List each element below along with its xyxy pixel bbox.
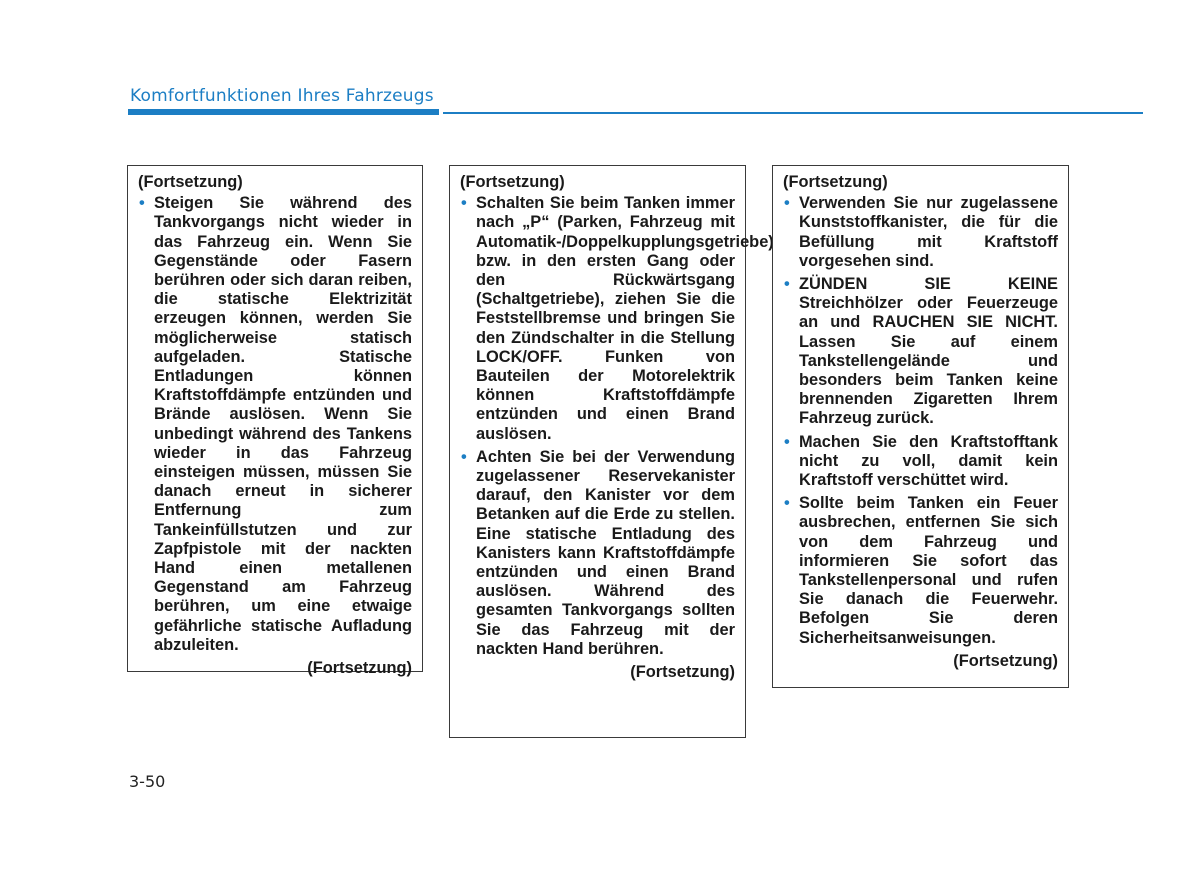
bullet-list xyxy=(460,194,774,659)
bullet-icon: • xyxy=(461,447,467,466)
continuation-footer: (Fortsetzung) xyxy=(630,663,735,682)
list-item xyxy=(460,194,774,444)
bullet-icon: • xyxy=(784,194,790,213)
list-item-text: Achten Sie bei der Verwendung zugelassener Reservekanister darauf, den Kanister vor dem Betanken auf die Erde zu stellen. Eine statische Entladung des Kanisters kann Kraftstoffdämpfe entzünden und einen Brand auslösen. Während des gesamten Tankvorgangs sollten Sie das Fahrzeug mit der nackten Hand berühren. xyxy=(476,447,735,658)
list-item-text: Steigen Sie während des Tankvorgangs nicht wieder in das Fahrzeug ein. Wenn Sie Gegenstände oder Fasern berühren oder sich daran reiben, die statische Elektrizität erzeugen können, werden Sie möglicherweise statisch aufgeladen. Statische Entladungen können Kraftstoffdämpfe entzünden und Brände auslösen. Wenn Sie unbedingt während des Tankens wieder in das Fahrzeug einsteigen müssen, müssen Sie danach erneut in sicherer Entfernung zum Tankeinfüllstutzen und zur Zapfpistole mit der nackten Hand einen metallenen Gegenstand am Fahrzeug berühren, um eine etwaige gefährliche statische Aufladung abzuleiten. xyxy=(154,194,412,654)
header-rule-thin xyxy=(443,112,1143,114)
header-rule-thick xyxy=(128,109,439,115)
list-item xyxy=(460,448,735,659)
list-item xyxy=(138,194,412,655)
list-item xyxy=(783,194,1058,271)
list-item-text: Schalten Sie beim Tanken immer nach „P“ (Parken, Fahrzeug mit Automatik-/Doppelkupplungsgetriebe) bzw. in den ersten Gang oder den Rückwärtsgang (Schaltgetriebe), ziehen Sie die Feststellbremse und bringen Sie den Zündschalter in die Stellung LOCK/OFF. Funken von Bauteilen der Motorelektrik können Kraftstoffdämpfe entzünden und einen Brand auslösen. xyxy=(476,194,774,443)
list-item-text: Machen Sie den Kraftstofftank nicht zu voll, damit kein Kraftstoff verschüttet wird. xyxy=(799,432,1058,490)
bullet-list xyxy=(783,194,1058,648)
continuation-heading: (Fortsetzung) xyxy=(138,173,243,191)
bullet-icon: • xyxy=(784,494,790,513)
list-item-text: Sollte beim Tanken ein Feuer ausbrechen, entfernen Sie sich von dem Fahrzeug und informieren Sie sofort das Tankstellenpersonal und rufen Sie danach die Feuerwehr. Befolgen Sie deren Sicherheitsanweisungen. xyxy=(799,494,1058,647)
bullet-icon: • xyxy=(784,432,790,451)
continuation-heading: (Fortsetzung) xyxy=(460,173,565,191)
continuation-heading: (Fortsetzung) xyxy=(783,173,888,191)
warning-box-2 xyxy=(449,165,774,738)
list-item xyxy=(783,275,1058,429)
bullet-icon: • xyxy=(784,275,790,294)
list-item xyxy=(783,494,1058,648)
warning-box-3 xyxy=(772,165,1069,688)
bullet-icon: • xyxy=(461,194,467,213)
bullet-list xyxy=(138,194,412,655)
list-item-text: Verwenden Sie nur zugelassene Kunststoffkanister, die für die Befüllung mit Kraftstoff vorgesehen sind. xyxy=(799,194,1058,270)
list-item xyxy=(783,433,1058,491)
warning-box-1 xyxy=(127,165,423,678)
continuation-footer: (Fortsetzung) xyxy=(307,659,412,678)
bullet-icon: • xyxy=(139,194,145,213)
continuation-footer: (Fortsetzung) xyxy=(953,651,1058,670)
page-number: 3-50 xyxy=(129,772,166,791)
list-item-text: ZÜNDEN SIE KEINE Streichhölzer oder Feuerzeuge an und RAUCHEN SIE NICHT. Lassen Sie auf einem Tankstellengelände und besonders beim Tanken keine brennenden Zigaretten Ihrem Fahrzeug zurück. xyxy=(799,275,1058,428)
section-title: Komfortfunktionen Ihres Fahrzeugs xyxy=(130,86,434,106)
